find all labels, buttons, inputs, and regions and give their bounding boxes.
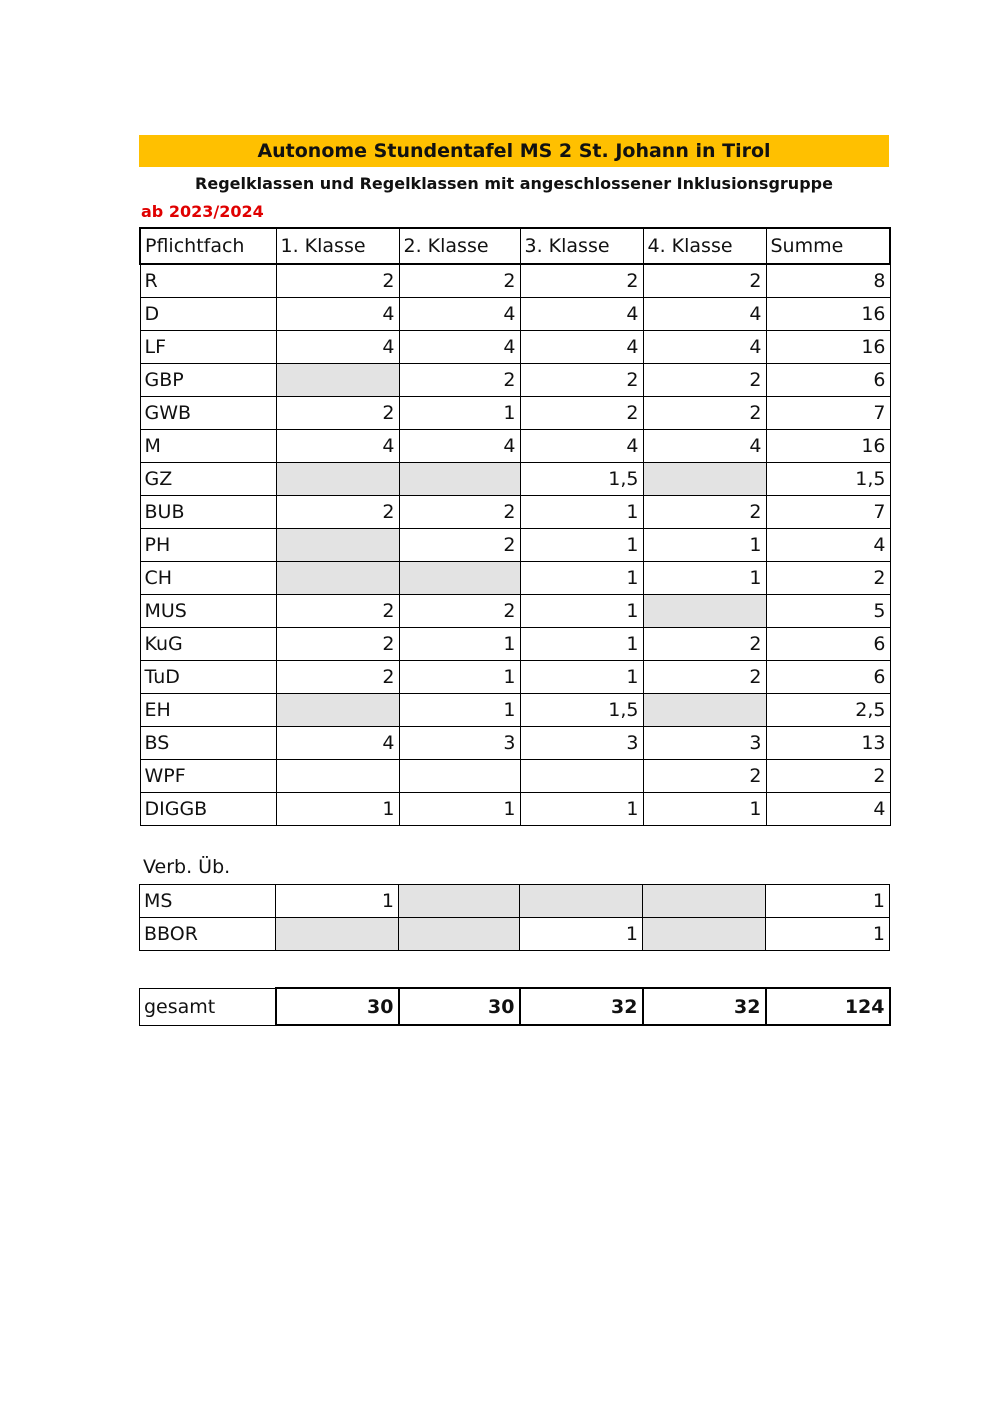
hours-cell: 3 [399, 726, 520, 759]
hours-cell: 2 [276, 627, 399, 660]
hours-cell [643, 594, 766, 627]
hours-cell: 2 [643, 264, 766, 297]
sum-cell: 1 [766, 885, 890, 918]
hours-cell [399, 918, 520, 951]
subject-cell: BBOR [140, 918, 276, 951]
hours-cell [520, 759, 643, 792]
hours-cell [276, 363, 399, 396]
subject-row [140, 594, 890, 627]
validity-date-label: ab 2023/2024 [141, 202, 264, 221]
hours-cell: 1 [276, 885, 399, 918]
hours-cell: 4 [643, 330, 766, 363]
subject-cell: BS [140, 726, 276, 759]
subject-row [140, 363, 890, 396]
hours-cell: 1 [520, 792, 643, 825]
subject-row [140, 495, 890, 528]
column-header: 4. Klasse [643, 228, 766, 264]
hours-cell: 2 [520, 396, 643, 429]
column-header: 3. Klasse [520, 228, 643, 264]
subject-cell: CH [140, 561, 276, 594]
sum-cell: 16 [766, 330, 890, 363]
sum-cell: 4 [766, 792, 890, 825]
subject-row [140, 396, 890, 429]
hours-cell: 4 [643, 297, 766, 330]
hours-cell: 2 [276, 594, 399, 627]
header-row [140, 228, 890, 264]
hours-cell: 1,5 [520, 462, 643, 495]
column-header: 2. Klasse [399, 228, 520, 264]
hours-cell: 3 [643, 726, 766, 759]
hours-cell: 1 [399, 693, 520, 726]
subject-cell: DIGGB [140, 792, 276, 825]
hours-cell: 1 [399, 627, 520, 660]
subject-cell: MS [140, 885, 276, 918]
column-header: Summe [766, 228, 890, 264]
total-cell: 124 [766, 988, 890, 1025]
hours-cell [520, 885, 643, 918]
hours-cell: 2 [399, 495, 520, 528]
hours-cell: 1 [520, 561, 643, 594]
sum-cell: 8 [766, 264, 890, 297]
total-cell: 32 [643, 988, 766, 1025]
hours-cell [399, 885, 520, 918]
sum-cell: 16 [766, 297, 890, 330]
subject-row [140, 918, 890, 951]
subject-row [140, 885, 890, 918]
hours-cell: 1 [520, 660, 643, 693]
hours-cell: 4 [276, 297, 399, 330]
hours-cell [399, 561, 520, 594]
subject-row [140, 759, 890, 792]
document-title [139, 135, 889, 167]
hours-cell: 1 [399, 792, 520, 825]
sum-cell: 2,5 [766, 693, 890, 726]
hours-cell: 4 [276, 330, 399, 363]
sum-cell: 6 [766, 660, 890, 693]
hours-cell [399, 462, 520, 495]
hours-cell: 1,5 [520, 693, 643, 726]
sum-cell: 1,5 [766, 462, 890, 495]
hours-cell: 3 [520, 726, 643, 759]
hours-cell: 4 [276, 429, 399, 462]
column-header: Pflichtfach [140, 228, 276, 264]
subject-cell: PH [140, 528, 276, 561]
subject-row [140, 528, 890, 561]
total-row [140, 988, 890, 1025]
hours-cell: 2 [520, 363, 643, 396]
document-title-text: Autonome Stundentafel MS 2 St. Johann in Tirol [257, 140, 771, 162]
hours-cell: 4 [520, 330, 643, 363]
hours-cell: 2 [643, 627, 766, 660]
sum-cell: 7 [766, 396, 890, 429]
timetable-verbindliche-uebungen [139, 884, 890, 951]
hours-cell: 2 [399, 264, 520, 297]
hours-cell: 1 [276, 792, 399, 825]
total-cell: 30 [276, 988, 399, 1025]
subject-row [140, 561, 890, 594]
hours-cell: 1 [520, 528, 643, 561]
hours-cell: 4 [399, 297, 520, 330]
subject-cell: WPF [140, 759, 276, 792]
hours-cell: 1 [520, 594, 643, 627]
total-label: gesamt [140, 988, 276, 1025]
subject-cell: TuD [140, 660, 276, 693]
sum-cell: 4 [766, 528, 890, 561]
document-subtitle: Regelklassen und Regelklassen mit angeschlossener Inklusionsgruppe [195, 174, 833, 193]
subject-row [140, 660, 890, 693]
hours-cell [643, 885, 766, 918]
subject-row [140, 330, 890, 363]
sum-cell: 6 [766, 363, 890, 396]
hours-cell: 1 [643, 792, 766, 825]
hours-cell: 2 [643, 396, 766, 429]
subject-cell: EH [140, 693, 276, 726]
hours-cell: 2 [276, 396, 399, 429]
hours-cell: 2 [276, 264, 399, 297]
hours-cell: 4 [643, 429, 766, 462]
hours-cell [276, 693, 399, 726]
hours-cell: 2 [643, 363, 766, 396]
hours-cell: 2 [276, 495, 399, 528]
subject-cell: LF [140, 330, 276, 363]
sum-cell: 6 [766, 627, 890, 660]
total-cell: 30 [399, 988, 520, 1025]
hours-cell: 1 [520, 627, 643, 660]
hours-cell: 2 [399, 363, 520, 396]
subject-cell: KuG [140, 627, 276, 660]
hours-cell: 4 [399, 330, 520, 363]
subject-row [140, 792, 890, 825]
subject-cell: BUB [140, 495, 276, 528]
hours-cell [643, 918, 766, 951]
hours-cell: 2 [520, 264, 643, 297]
subject-cell: GWB [140, 396, 276, 429]
sum-cell: 2 [766, 561, 890, 594]
hours-cell [276, 759, 399, 792]
hours-cell: 4 [520, 429, 643, 462]
hours-cell: 1 [520, 918, 643, 951]
subject-cell: R [140, 264, 276, 297]
subject-row [140, 726, 890, 759]
subject-cell: M [140, 429, 276, 462]
hours-cell: 1 [399, 396, 520, 429]
hours-cell: 1 [643, 528, 766, 561]
hours-cell: 2 [643, 495, 766, 528]
column-header: 1. Klasse [276, 228, 399, 264]
hours-cell: 2 [643, 759, 766, 792]
sum-cell: 1 [766, 918, 890, 951]
hours-cell: 4 [399, 429, 520, 462]
sum-cell: 16 [766, 429, 890, 462]
hours-cell: 2 [276, 660, 399, 693]
hours-cell [643, 462, 766, 495]
subject-cell: MUS [140, 594, 276, 627]
subject-row [140, 297, 890, 330]
total-cell: 32 [520, 988, 643, 1025]
hours-cell [276, 561, 399, 594]
hours-cell: 1 [399, 660, 520, 693]
subject-row [140, 462, 890, 495]
subject-row [140, 693, 890, 726]
sum-cell: 7 [766, 495, 890, 528]
sum-cell: 5 [766, 594, 890, 627]
subject-row [140, 627, 890, 660]
timetable-total [139, 987, 891, 1026]
sum-cell: 13 [766, 726, 890, 759]
subject-cell: GBP [140, 363, 276, 396]
subject-cell: GZ [140, 462, 276, 495]
hours-cell [399, 759, 520, 792]
hours-cell [276, 918, 399, 951]
verbindliche-uebung-label: Verb. Üb. [143, 856, 231, 878]
hours-cell [643, 693, 766, 726]
subject-cell: D [140, 297, 276, 330]
hours-cell: 4 [520, 297, 643, 330]
hours-cell: 2 [399, 594, 520, 627]
hours-cell: 4 [276, 726, 399, 759]
hours-cell [276, 528, 399, 561]
subject-row [140, 264, 890, 297]
subject-row [140, 429, 890, 462]
timetable-main [139, 227, 891, 826]
hours-cell: 1 [520, 495, 643, 528]
sum-cell: 2 [766, 759, 890, 792]
hours-cell: 2 [399, 528, 520, 561]
hours-cell: 2 [643, 660, 766, 693]
hours-cell [276, 462, 399, 495]
hours-cell: 1 [643, 561, 766, 594]
